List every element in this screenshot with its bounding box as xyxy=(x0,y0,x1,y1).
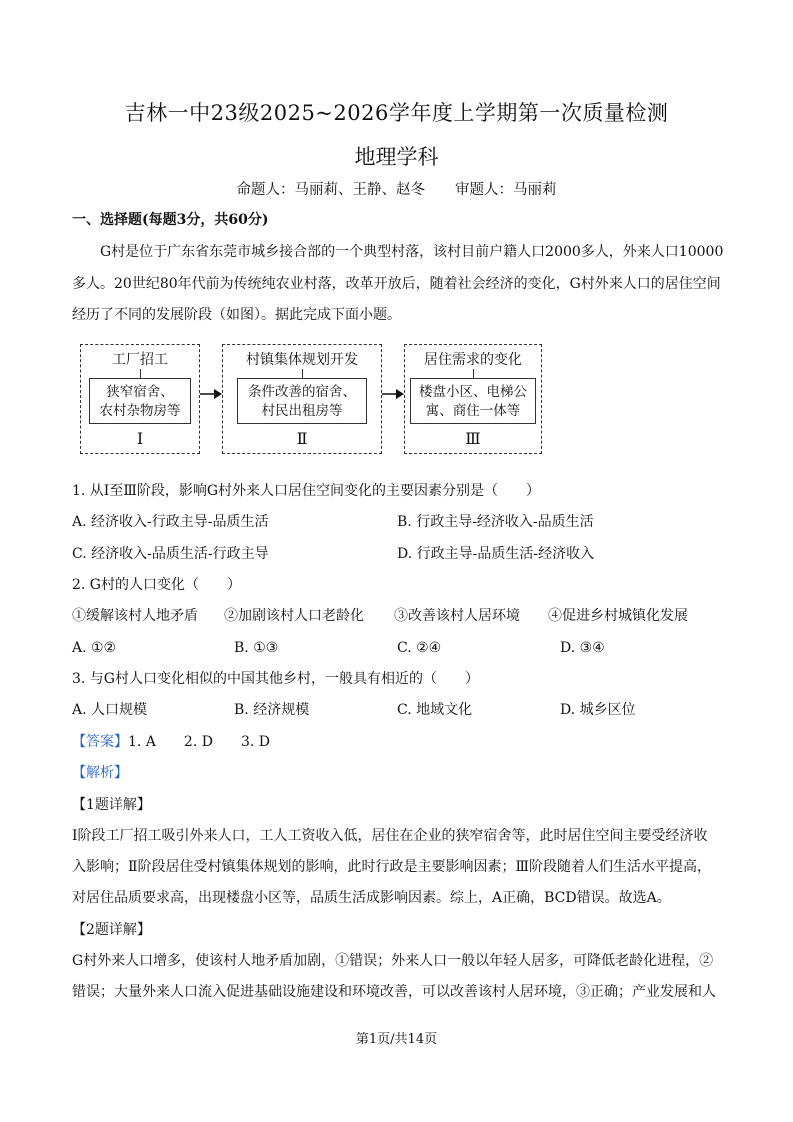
q2-statement-4: ④促进乡村城镇化发展 xyxy=(548,608,688,624)
stage-1-head: 工厂招工 xyxy=(112,352,168,368)
answer-line xyxy=(72,732,270,752)
q2-stem: 2. G村的人口变化（ ） xyxy=(72,577,241,593)
stage-3-box xyxy=(410,378,536,424)
detail-2-line-2: 错误；大量外来人口流入促进基础设施建设和环境改善，可以改善该村人居环境，③正确；产业发展和人 xyxy=(72,984,716,1000)
section-heading: 一、选择题(每题3分，共60分) xyxy=(72,212,269,228)
q2-statement-1: ①缓解该村人地矛盾 xyxy=(72,608,198,624)
arrow-2-icon xyxy=(382,388,404,400)
stage-2-head: 村镇集体规划开发 xyxy=(246,352,358,368)
answer-text: 1. A 2. D 3. D xyxy=(128,734,270,750)
passage-line-2: 多人。20世纪80年代前为传统纯农业村落，改革开放后，随着社会经济的变化，G村外来人口的居住空间 xyxy=(72,276,721,292)
stage-1-box xyxy=(89,378,191,424)
passage-line-3: 经历了不同的发展阶段（如图）。据此完成下面小题。 xyxy=(72,307,401,323)
authors-line xyxy=(0,178,793,199)
q2-statement-3: ③改善该村人居环境 xyxy=(394,608,520,624)
q1-option-c[interactable]: C. 经济收入-品质生活-行政主导 xyxy=(72,546,269,562)
stage-3-number: Ⅲ xyxy=(465,429,481,448)
page-footer: 第1页/共14页 xyxy=(355,1032,438,1047)
passage-line-1: G村是位于广东省东莞市城乡接合部的一个典型村落，该村目前户籍人口2000多人，外来人口10000 xyxy=(100,244,724,260)
q1-stem: 1. 从Ⅰ至Ⅲ阶段，影响G村外来人口居住空间变化的主要因素分别是（ ） xyxy=(72,483,541,499)
stage-1-number: Ⅰ xyxy=(136,429,144,448)
stage-2-number: Ⅱ xyxy=(296,429,308,448)
q2-statement-2: ②加剧该村人口老龄化 xyxy=(224,608,364,624)
stage-3 xyxy=(404,344,542,454)
page-subtitle: 地理学科 xyxy=(354,145,439,169)
q3-stem: 3. 与G村人口变化相似的中国其他乡村，一般具有相近的（ ） xyxy=(72,671,479,687)
reviewer-text: 审题人：马丽莉 xyxy=(455,182,557,198)
detail-2-tag: 【2题详解】 xyxy=(72,922,151,938)
page-title: 吉林一中23级2025~2026学年度上学期第一次质量检测 xyxy=(124,101,669,125)
q1-option-d[interactable]: D. 行政主导-品质生活-经济收入 xyxy=(397,546,595,562)
q2-option-d[interactable]: D. ③④ xyxy=(560,640,605,656)
detail-1-tag: 【1题详解】 xyxy=(72,797,151,813)
detail-2-line-1: G村外来人口增多，使该村人地矛盾加剧，①错误；外来人口一般以年轻人居多，可降低老龄化进程，② xyxy=(72,953,714,969)
stage-1-box-line1: 狭窄宿舍、 xyxy=(106,384,174,400)
detail-1-line-3: 对居住品质要求高，出现楼盘小区等，品质生活成影响因素。综上，A正确，BCD错误。故选A。 xyxy=(72,890,671,906)
q3-option-a[interactable]: A. 人口规模 xyxy=(72,702,148,718)
q2-option-c[interactable]: C. ②④ xyxy=(397,640,442,656)
stage-2-box-line2: 村民出租房等 xyxy=(261,403,343,419)
analysis-tag: 【解析】 xyxy=(72,765,128,781)
answer-tag: 【答案】 xyxy=(72,734,128,750)
stage-3-box-line2: 寓、商住一体等 xyxy=(425,403,521,419)
setter-text: 命题人：马丽莉、王静、赵冬 xyxy=(236,182,425,198)
stage-3-box-line1: 楼盘小区、电梯公 xyxy=(419,384,527,400)
stage-3-head: 居住需求的变化 xyxy=(424,352,522,368)
detail-1-line-2: 入影响；Ⅱ阶段居住受村镇集体规划的影响，此时行政是主要影响因素；Ⅲ阶段随着人们生活水平提高， xyxy=(72,859,712,875)
stage-2 xyxy=(222,344,382,454)
q3-option-d[interactable]: D. 城乡区位 xyxy=(560,702,636,718)
stage-1 xyxy=(80,344,200,454)
q2-option-a[interactable]: A. ①② xyxy=(72,640,117,656)
q1-option-b[interactable]: B. 行政主导-经济收入-品质生活 xyxy=(397,514,594,530)
q1-option-a[interactable]: A. 经济收入-行政主导-品质生活 xyxy=(72,514,269,530)
detail-1-line-1: Ⅰ阶段工厂招工吸引外来人口，工人工资收入低，居住在企业的狭窄宿舍等，此时居住空间主要受经济收 xyxy=(72,828,708,844)
stage-1-box-line2: 农村杂物房等 xyxy=(99,403,181,419)
stage-2-box xyxy=(237,378,367,424)
q3-option-b[interactable]: B. 经济规模 xyxy=(234,702,310,718)
q2-option-b[interactable]: B. ①③ xyxy=(234,640,279,656)
stage-2-box-line1: 条件改善的宿舍、 xyxy=(248,384,356,400)
q3-option-c[interactable]: C. 地域文化 xyxy=(397,702,473,718)
arrow-1-icon xyxy=(200,388,222,400)
